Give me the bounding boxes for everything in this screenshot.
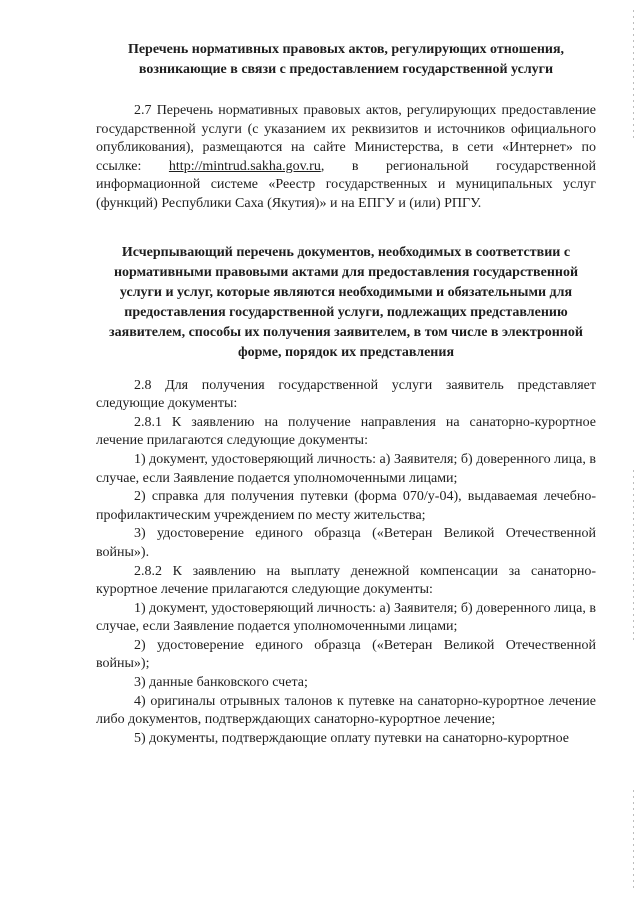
paragraph-2-8-1: 2.8.1 К заявлению на получение направления на санаторно-курортное лечение прилагаются следующие документы: (96, 414, 596, 449)
scan-edge-mark (633, 790, 634, 890)
scan-edge-mark (633, 10, 634, 140)
paragraph-2-8-2: 2.8.2 К заявлению на выплату денежной компенсации за санаторно-курортное лечение прилагаются следующие документы: (96, 563, 596, 598)
list-item: 1) документ, удостоверяющий личность: а) Заявителя; б) доверенного лица, в случае, если Заявление подается уполномоченными лицами; (96, 451, 596, 486)
list-item: 1) документ, удостоверяющий личность: а) Заявителя; б) доверенного лица, в случае, если Заявление подается уполномоченными лицами; (96, 600, 596, 635)
section-heading-legal-acts: Перечень нормативных правовых актов, регулирующих отношения, возникающие в связи с предоставлением государственной услуги (127, 42, 565, 77)
paragraph-2-8: 2.8 Для получения государственной услуги заявитель представляет следующие документы: (96, 377, 596, 412)
paragraph-2-7-text-end: , в региональной государственной информационной системе «Реестр государственных и муниципальных услуг (функций) Республики Саха (Якутия)» и на ЕПГУ и (или) РПГУ. (96, 158, 596, 211)
list-item: 2) справка для получения путевки (форма 070/у-04), выдаваемая лечебно-профилактическим учреждением по месту жительства; (96, 489, 596, 523)
mintrud-link[interactable]: http://mintrud.sakha.gov.ru (168, 158, 321, 174)
section-heading-documents-list: Исчерпывающий перечень документов, необходимых в соответствии с нормативными правовыми актами для предоставления государственной услуги и услуг, которые являются необходимыми и обязательными для предоставления государственной услуги, подлежащих представлению заявителем, способы их получения заявителем, в том числе в электронной форме, порядок их представления (109, 244, 583, 360)
paragraph-2-7 (96, 102, 596, 214)
scan-edge-mark (633, 470, 634, 640)
paragraph-2-7-text-start: 2.7 Перечень нормативных правовых актов, регулирующих предоставление государственной услуги (с указанием их реквизитов и источников официального опубликования), размещаются на сайте Министерства, в сети «Интернет» по ссылке: (96, 103, 596, 174)
list-item: 3) удостоверение единого образца («Ветеран Великой Отечественной войны»). (96, 526, 596, 560)
list-item: 3) данные банковского счета; (134, 675, 308, 691)
list-item: 2) удостоверение единого образца («Ветеран Великой Отечественной войны»); (96, 637, 596, 672)
list-item: 5) документы, подтверждающие оплату путевки на санаторно-курортное (134, 730, 569, 746)
list-item: 4) оригиналы отрывных талонов к путевке на санаторно-курортное лечение либо документов, подтверждающих санаторно-курортное лечение; (96, 693, 596, 728)
document-body (96, 40, 596, 748)
